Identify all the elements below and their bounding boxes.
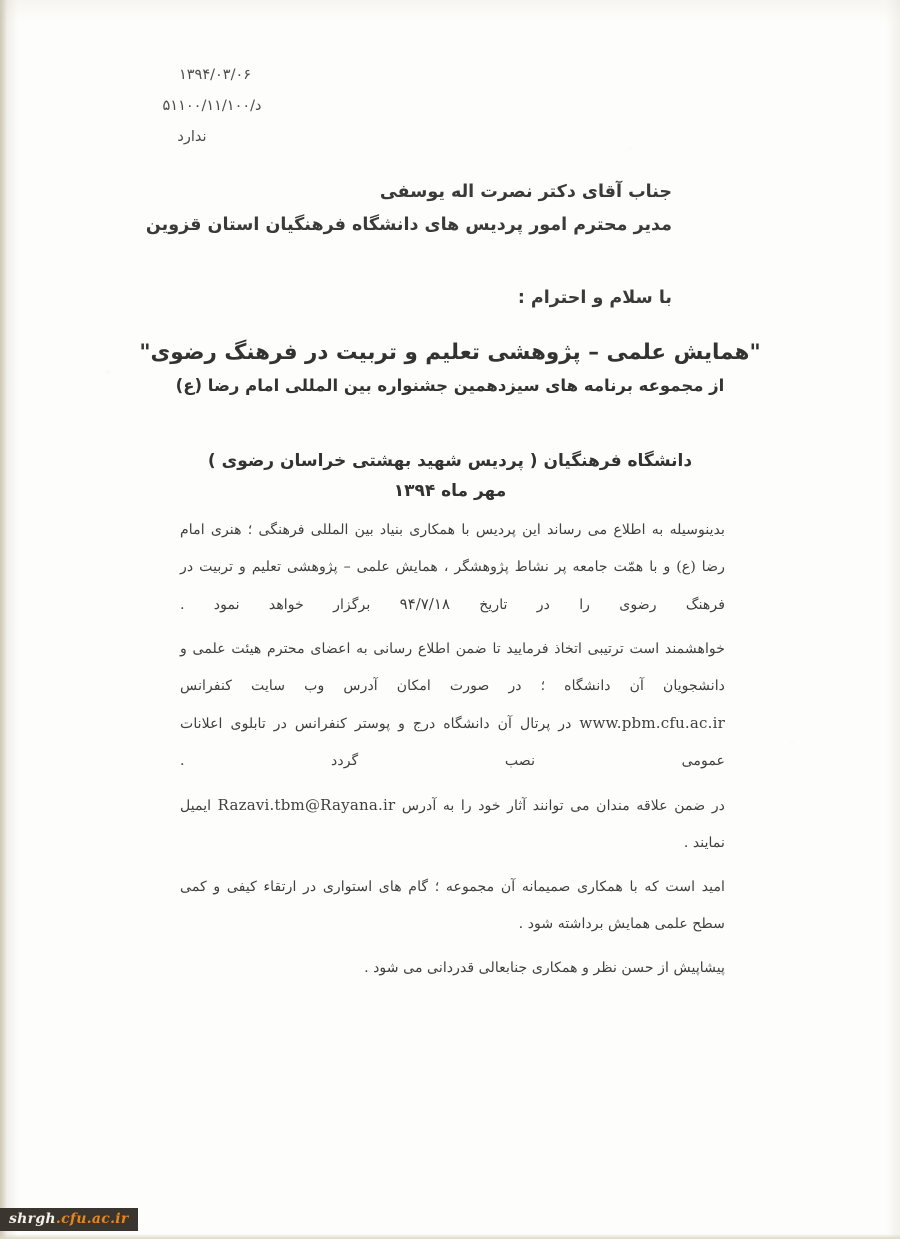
event-date-value: ۹۴/۷/۱۸ <box>399 595 450 613</box>
watermark-prefix: shrgh <box>9 1211 56 1227</box>
addressee-role: مدیر محترم امور پردیس های دانشگاه فرهنگیان استان قزوین <box>145 215 672 235</box>
watermark-suffix: .cfu.ac.ir <box>55 1211 129 1227</box>
body-p3-text-2: ایمیل نمایند . <box>180 798 725 851</box>
body-p2-text-2: در پرتال آن دانشگاه درج و پوستر کنفرانس در تابلوی اعلانات عمومی نصب گردد . <box>180 716 725 769</box>
letter-body <box>180 512 725 994</box>
conference-website-url[interactable]: www.pbm.cfu.ac.ir <box>579 714 725 732</box>
letter-date: ۱۳۹۴/۰۳/۰۶ <box>178 67 252 83</box>
conference-subtitle: از مجموعه برنامه های سیزدهمین جشنواره بین المللی امام رضا (ع) <box>175 376 725 395</box>
body-p1-text-1: بدینوسیله به اطلاع می رساند این پردیس با همکاری بنیاد بین المللی فرهنگی ؛ هنری امام رضا (ع) و با همّت جامعه پر نشاط پژوهشگر ، همایش علمی – پژوهشی تعلیم و تربیت در فرهنگ رضوی را در تاریخ <box>180 522 725 613</box>
body-paragraph-1 <box>180 512 725 624</box>
body-p1-text-2: برگزار خواهد نمود . <box>180 597 400 613</box>
body-paragraph-2 <box>180 631 725 780</box>
body-paragraph-4: امید است که با همکاری صمیمانه آن مجموعه ؛ گام های استواری در ارتقاء کیفی و کمی سطح علمی همایش برداشته شود . <box>180 879 725 932</box>
letter-header-meta <box>120 60 310 153</box>
venue-place: دانشگاه فرهنگیان ( پردیس شهید بهشتی خراسان رضوی ) <box>207 451 693 471</box>
venue-date: مهر ماه ۱۳۹۴ <box>393 481 507 501</box>
conference-title-block <box>0 336 900 402</box>
source-watermark <box>0 1208 138 1231</box>
letter-number: د/۵۱۱۰۰/۱۱/۱۰۰ <box>162 98 262 114</box>
conference-title: "همایش علمی – پژوهشی تعلیم و تربیت در فرهنگ رضوی" <box>139 340 761 365</box>
scan-edge-left <box>0 0 7 1239</box>
body-p3-text-1: در ضمن علاقه مندان می توانند آثار خود را به آدرس <box>395 798 725 814</box>
body-paragraph-5: پیشاپیش از حسن نظر و همکاری جنابعالی قدردانی می شود . <box>364 960 725 976</box>
addressee-name: جناب آقای دکتر نصرت اله یوسفی <box>379 182 672 202</box>
letter-attachment: ندارد <box>177 129 207 145</box>
scan-edge-bottom <box>0 1234 900 1239</box>
salutation: با سلام و احترام : <box>517 288 672 308</box>
addressee-block <box>146 176 672 242</box>
body-p2-text-1: خواهشمند است ترتیبی اتخاذ فرمایید تا ضمن اطلاع رسانی به اعضای محترم هیئت علمی و دانشجویان آن دانشگاه ؛ در صورت امکان آدرس وب سایت کنفرانس <box>180 641 725 694</box>
body-paragraph-3 <box>180 787 725 862</box>
submission-email-address[interactable]: Razavi.tbm@Rayana.ir <box>217 796 396 814</box>
venue-block <box>0 446 900 506</box>
